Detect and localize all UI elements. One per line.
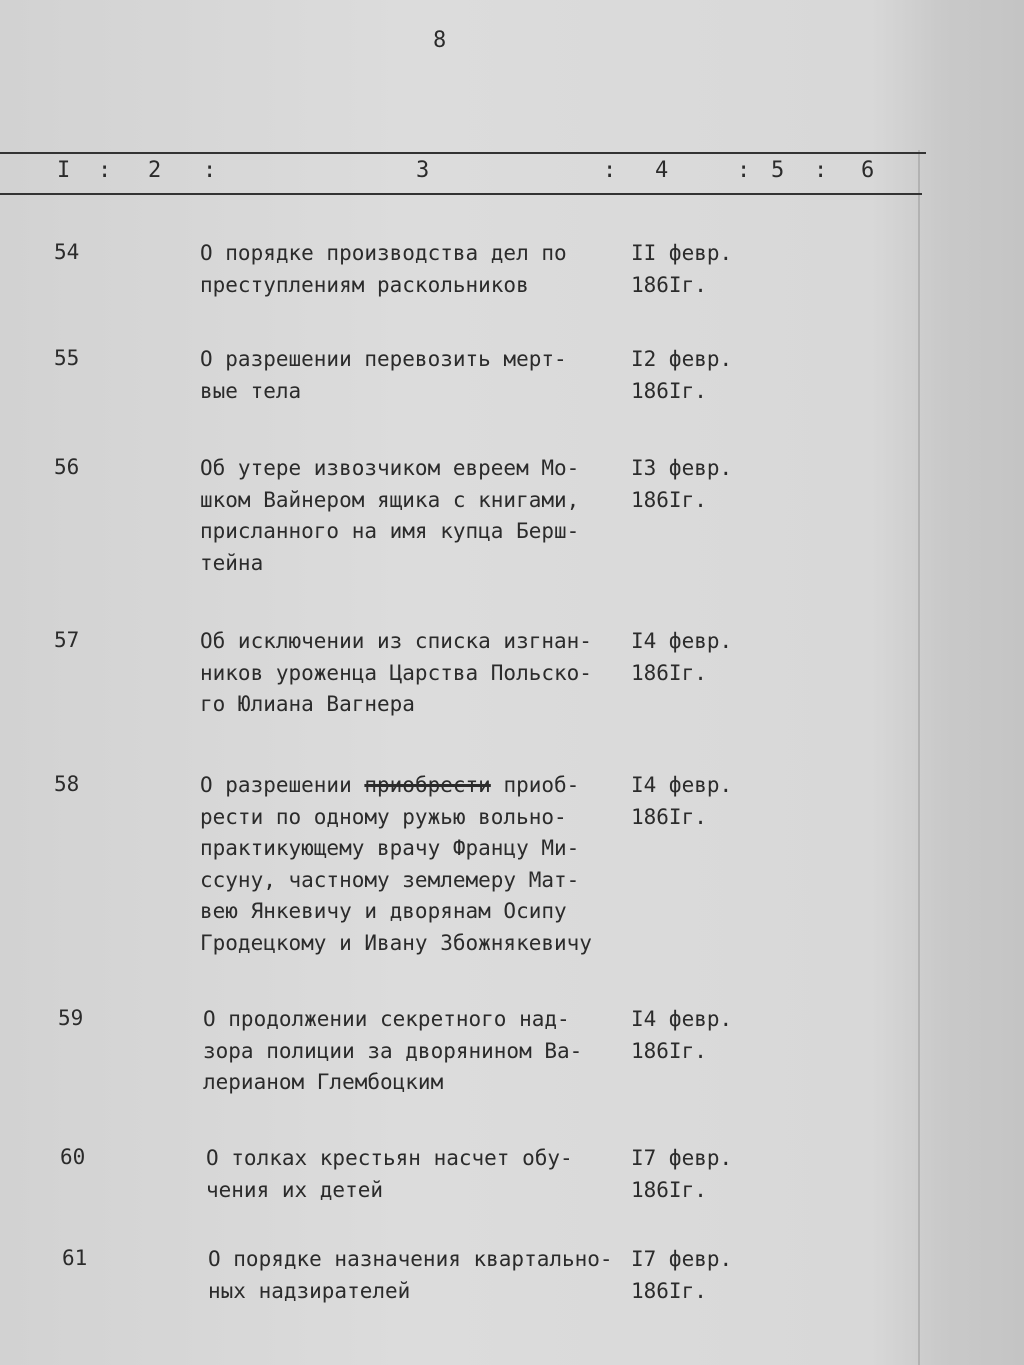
entry-number: 54 [54,240,80,264]
struck-out-word: приобрести [364,773,491,797]
entry-date: I4 февр. 186Iг. [631,629,733,685]
header-top-rule [0,152,926,154]
entry-number: 59 [58,1006,84,1030]
header-bottom-rule [0,193,922,195]
entry-title: О толках крестьян насчет обу- чения их детей [206,1146,573,1202]
entry-number: 57 [54,628,80,652]
entry-number: 60 [60,1145,86,1169]
column-separator: : [98,158,112,183]
entry-date: I7 февр. 186Iг. [631,1146,733,1202]
column-separator: : [603,158,617,183]
entry-title: Об утере извозчиком евреем Мо- шком Вайнером ящика с книгами, присланного на имя купца Берш- тейна [200,456,580,575]
column-header-4: 4 [655,158,669,183]
column-header-5: 5 [771,158,785,183]
column-separator: : [203,158,217,183]
entry-number: 58 [54,772,80,796]
entry-date: I4 февр. 186Iг. [631,773,733,829]
column-header-3: 3 [416,158,430,183]
entry-title: О продолжении секретного над- зора полиции за дворянином Ва- лерианом Глембоцким [203,1007,583,1094]
entry-date: I4 февр. 186Iг. [631,1007,733,1063]
entry-date: I3 февр. 186Iг. [631,456,733,512]
entry-title: О порядке производства дел по преступлениям раскольников [200,241,567,297]
entry-number: 56 [54,455,80,479]
column-separator: : [737,158,751,183]
page-number: 8 [433,28,447,53]
entry-date: I7 февр. 186Iг. [631,1247,733,1303]
column-header-1: I [57,158,71,183]
entry-number: 55 [54,346,80,370]
page-fold-shadow [918,150,920,1365]
entry-title: О разрешении перевозить мерт- вые тела [200,347,567,403]
column-separator: : [814,158,828,183]
entry-title: О порядке назначения квартально- ных надзирателей [208,1247,613,1303]
column-header-6: 6 [861,158,875,183]
entry-title: О разрешении приобрести приоб- рести по одному ружью вольно- практикующему врачу Францу Ми- ссуну, частному землемеру Мат- вею Янкевичу и дворянам Осипу Гродецкому и Ивану Збожнякевичу [200,773,592,955]
entry-title: Об исключении из списка изгнан- ников уроженца Царства Польско- го Юлиана Вагнера [200,629,592,716]
column-header-2: 2 [148,158,162,183]
entry-date: II февр. 186Iг. [631,241,733,297]
entry-number: 61 [62,1246,88,1270]
entry-date: I2 февр. 186Iг. [631,347,733,403]
